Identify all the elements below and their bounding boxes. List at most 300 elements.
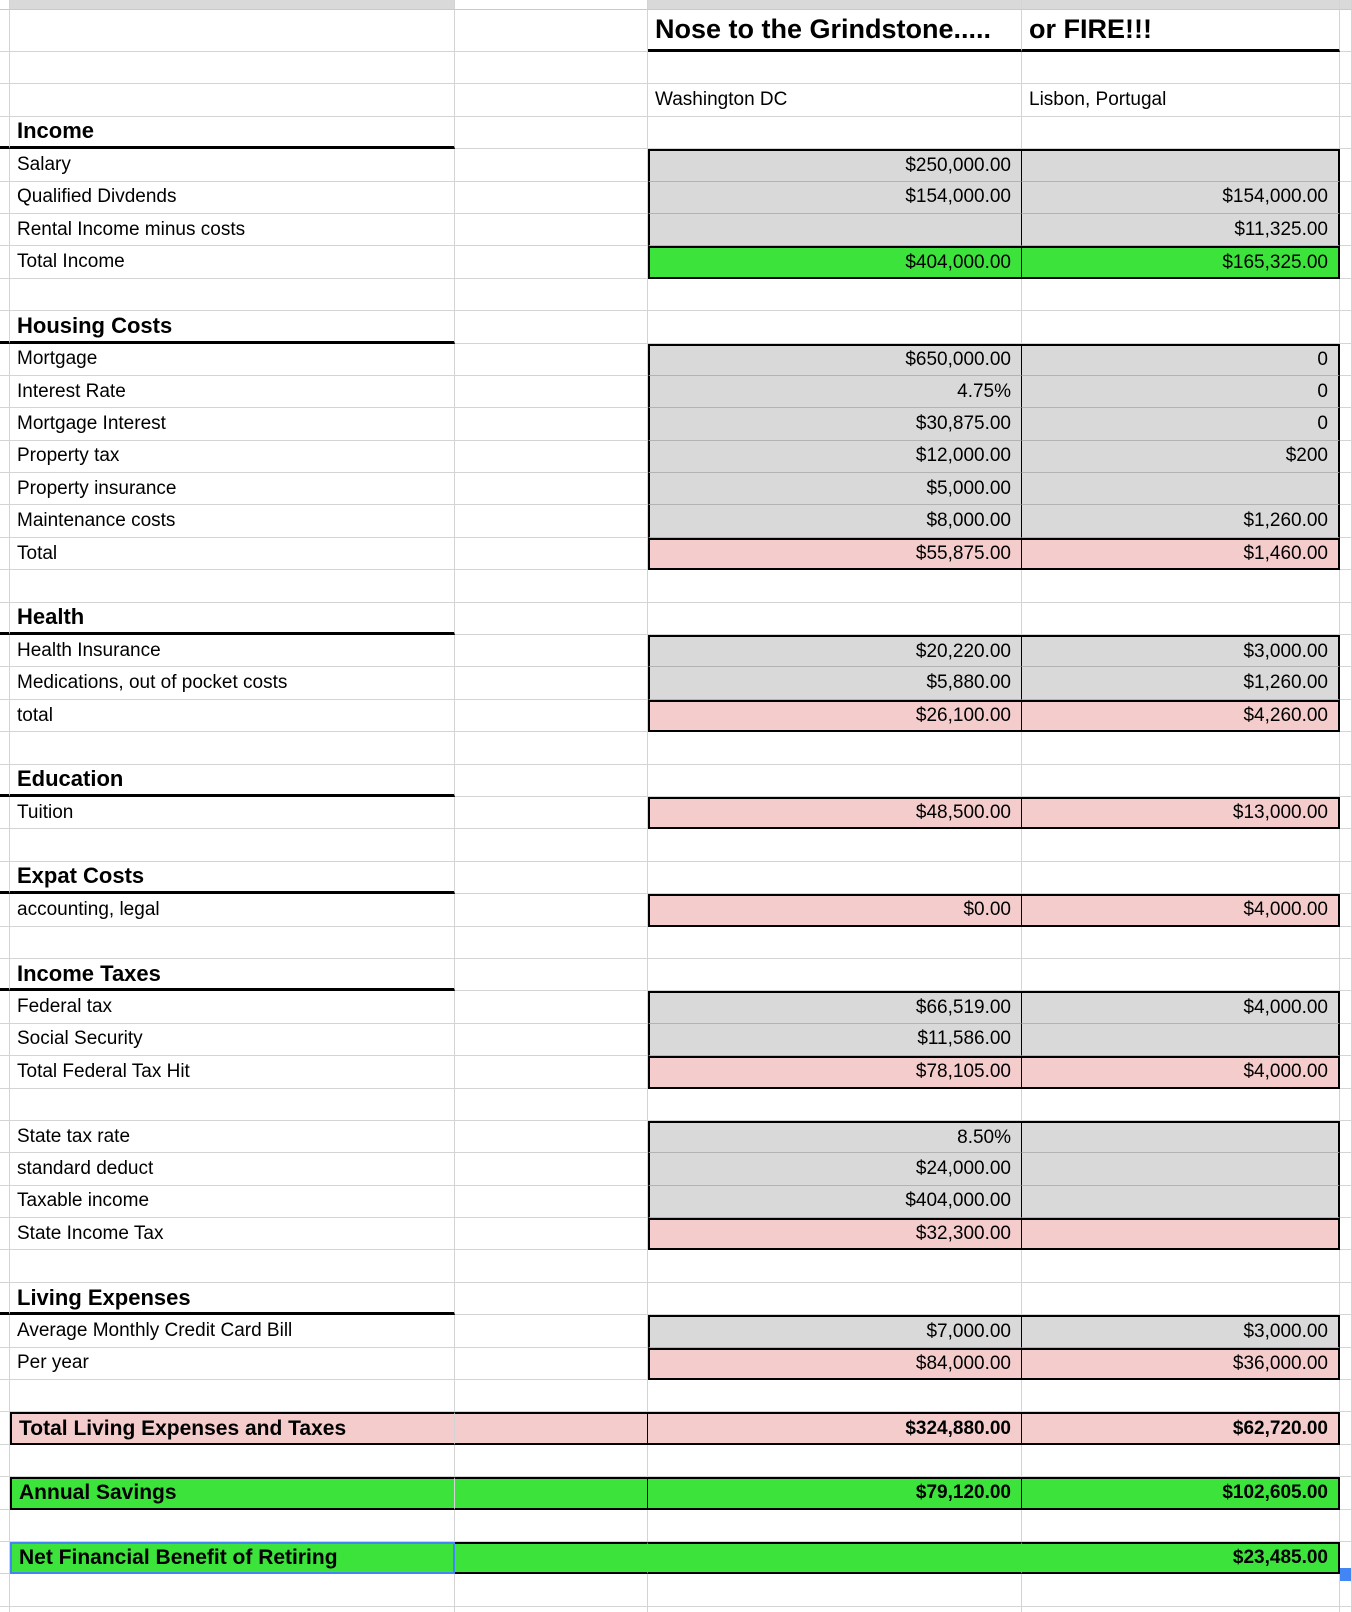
cell-b[interactable] — [455, 182, 648, 214]
cell-e[interactable] — [1340, 1380, 1352, 1412]
row-label[interactable]: standard deduct — [10, 1153, 455, 1185]
cell-d[interactable] — [1022, 862, 1340, 894]
cell-dc-value[interactable]: $32,300.00 — [648, 1218, 1022, 1250]
cell-dc-value[interactable]: $650,000.00 — [648, 344, 1022, 376]
cell-lisbon-value[interactable]: $165,325.00 — [1022, 246, 1340, 278]
cell-lisbon-value[interactable] — [1022, 1153, 1340, 1185]
cell-c[interactable] — [648, 1445, 1022, 1477]
cell-d[interactable] — [1022, 959, 1340, 991]
cell-a[interactable] — [10, 570, 455, 602]
cell-dc-value[interactable]: $5,880.00 — [648, 667, 1022, 699]
cell-c[interactable] — [648, 927, 1022, 959]
cell-e[interactable] — [1340, 797, 1352, 829]
col-sliver-cell[interactable] — [0, 1056, 10, 1088]
cell-b[interactable] — [455, 1186, 648, 1218]
cell-dc-value[interactable]: $404,000.00 — [648, 1186, 1022, 1218]
col-sliver-cell[interactable] — [0, 376, 10, 408]
cell-e[interactable] — [1340, 376, 1352, 408]
col-sliver-cell[interactable] — [0, 1121, 10, 1153]
scenario-title-right[interactable]: or FIRE!!! — [1022, 10, 1340, 52]
cell-d[interactable] — [1022, 927, 1340, 959]
col-sliver-cell[interactable] — [0, 862, 10, 894]
cell-e[interactable] — [1340, 959, 1352, 991]
row-label[interactable]: Property tax — [10, 441, 455, 473]
cell-b[interactable] — [455, 1315, 648, 1347]
col-sliver-cell[interactable] — [0, 829, 10, 861]
cell-c[interactable] — [648, 959, 1022, 991]
city-right[interactable]: Lisbon, Portugal — [1022, 84, 1340, 116]
cell-a[interactable] — [10, 1250, 455, 1282]
row-label[interactable]: accounting, legal — [10, 894, 455, 926]
cell-e[interactable] — [1340, 894, 1352, 926]
cell-e[interactable] — [1340, 311, 1352, 343]
col-sliver-cell[interactable] — [0, 1024, 10, 1056]
row-label[interactable]: Maintenance costs — [10, 505, 455, 537]
cell-d[interactable] — [1022, 117, 1340, 149]
cell-a[interactable] — [10, 1510, 455, 1542]
cell-dc-value[interactable]: $154,000.00 — [648, 182, 1022, 214]
cell-b[interactable] — [455, 765, 648, 797]
row-label[interactable]: Tuition — [10, 797, 455, 829]
cell-b[interactable] — [455, 829, 648, 861]
cell-b[interactable] — [455, 1477, 648, 1509]
row-label[interactable]: Property insurance — [10, 473, 455, 505]
cell-lisbon-value[interactable]: $200 — [1022, 441, 1340, 473]
cell-lisbon-value[interactable]: $154,000.00 — [1022, 182, 1340, 214]
cell-b[interactable] — [455, 894, 648, 926]
col-sliver-cell[interactable] — [0, 1315, 10, 1347]
col-sliver-cell[interactable] — [0, 603, 10, 635]
cell-lisbon-value[interactable]: 0 — [1022, 376, 1340, 408]
cell-b[interactable] — [455, 1283, 648, 1315]
col-sliver-cell[interactable] — [0, 1348, 10, 1380]
cell-b[interactable] — [455, 10, 648, 52]
cell-d[interactable] — [1022, 570, 1340, 602]
col-sliver-cell[interactable] — [0, 408, 10, 440]
scenario-title-left[interactable]: Nose to the Grindstone..... — [648, 10, 1022, 52]
row-label[interactable]: Qualified Divdends — [10, 182, 455, 214]
col-sliver-cell[interactable] — [0, 344, 10, 376]
cell-dc-value[interactable]: $26,100.00 — [648, 700, 1022, 732]
col-sliver-cell[interactable] — [0, 1510, 10, 1542]
cell-d[interactable] — [1022, 52, 1340, 84]
col-sliver-cell[interactable] — [0, 246, 10, 278]
cell-b[interactable] — [455, 1024, 648, 1056]
cell-b[interactable] — [455, 376, 648, 408]
cell-d[interactable] — [1022, 1445, 1340, 1477]
cell-d[interactable] — [1022, 0, 1340, 10]
cell-b[interactable] — [455, 1056, 648, 1088]
row-label[interactable]: Average Monthly Credit Card Bill — [10, 1315, 455, 1347]
cell-a[interactable] — [10, 52, 455, 84]
cell-e[interactable] — [1340, 10, 1352, 52]
cell-lisbon-value[interactable]: $102,605.00 — [1022, 1477, 1340, 1509]
col-sliver-cell[interactable] — [0, 149, 10, 181]
cell-lisbon-value[interactable]: $23,485.00 — [1022, 1542, 1340, 1574]
col-sliver-cell[interactable] — [0, 765, 10, 797]
section-header[interactable]: Housing Costs — [10, 311, 455, 343]
cell-d[interactable] — [1022, 732, 1340, 764]
cell-b[interactable] — [455, 441, 648, 473]
cell-a[interactable] — [10, 1380, 455, 1412]
col-sliver-cell[interactable] — [0, 959, 10, 991]
cell-e[interactable] — [1340, 732, 1352, 764]
col-sliver-cell[interactable] — [0, 667, 10, 699]
row-label[interactable]: Interest Rate — [10, 376, 455, 408]
cell-dc-value[interactable] — [648, 1542, 1022, 1574]
cell-e[interactable] — [1340, 473, 1352, 505]
cell-b[interactable] — [455, 603, 648, 635]
cell-lisbon-value[interactable]: $1,460.00 — [1022, 538, 1340, 570]
cell-a[interactable] — [10, 10, 455, 52]
col-sliver-cell[interactable] — [0, 570, 10, 602]
row-label[interactable]: Salary — [10, 149, 455, 181]
col-sliver-cell[interactable] — [0, 1607, 10, 1612]
cell-e[interactable] — [1340, 603, 1352, 635]
cell-e[interactable] — [1340, 84, 1352, 116]
section-header[interactable]: Expat Costs — [10, 862, 455, 894]
cell-lisbon-value[interactable] — [1022, 1218, 1340, 1250]
col-sliver-cell[interactable] — [0, 797, 10, 829]
cell-lisbon-value[interactable]: 0 — [1022, 344, 1340, 376]
cell-b[interactable] — [455, 700, 648, 732]
cell-dc-value[interactable]: $78,105.00 — [648, 1056, 1022, 1088]
col-sliver-cell[interactable] — [0, 1089, 10, 1121]
cell-dc-value[interactable]: $55,875.00 — [648, 538, 1022, 570]
cell-e[interactable] — [1340, 765, 1352, 797]
cell-lisbon-value[interactable]: $4,000.00 — [1022, 991, 1340, 1023]
cell-d[interactable] — [1022, 765, 1340, 797]
cell-a[interactable] — [10, 1445, 455, 1477]
cell-c[interactable] — [648, 1250, 1022, 1282]
cell-lisbon-value[interactable] — [1022, 1024, 1340, 1056]
cell-dc-value[interactable]: $30,875.00 — [648, 408, 1022, 440]
cell-d[interactable] — [1022, 603, 1340, 635]
cell-d[interactable] — [1022, 1250, 1340, 1282]
cell-c[interactable] — [648, 1574, 1022, 1606]
cell-e[interactable] — [1340, 505, 1352, 537]
cell-e[interactable] — [1340, 149, 1352, 181]
cell-b[interactable] — [455, 732, 648, 764]
cell-d[interactable] — [1022, 1283, 1340, 1315]
cell-b[interactable] — [455, 991, 648, 1023]
col-sliver-cell[interactable] — [0, 505, 10, 537]
cell-dc-value[interactable] — [648, 214, 1022, 246]
cell-b[interactable] — [455, 52, 648, 84]
col-sliver-cell[interactable] — [0, 538, 10, 570]
cell-e[interactable] — [1340, 538, 1352, 570]
row-label[interactable]: State Income Tax — [10, 1218, 455, 1250]
row-label[interactable]: Per year — [10, 1348, 455, 1380]
col-sliver-cell[interactable] — [0, 84, 10, 116]
cell-a[interactable] — [10, 927, 455, 959]
cell-e[interactable] — [1340, 279, 1352, 311]
cell-d[interactable] — [1022, 1380, 1340, 1412]
cell-c[interactable] — [648, 1283, 1022, 1315]
cell-b[interactable] — [455, 117, 648, 149]
cell-dc-value[interactable]: $7,000.00 — [648, 1315, 1022, 1347]
cell-dc-value[interactable]: $5,000.00 — [648, 473, 1022, 505]
cell-dc-value[interactable]: $404,000.00 — [648, 246, 1022, 278]
cell-c[interactable] — [648, 862, 1022, 894]
row-label[interactable]: Total Income — [10, 246, 455, 278]
cell-a[interactable] — [10, 829, 455, 861]
fill-handle[interactable] — [1340, 1568, 1351, 1581]
selected-cell[interactable]: Net Financial Benefit of Retiring — [10, 1542, 455, 1574]
col-sliver-cell[interactable] — [0, 1283, 10, 1315]
cell-a[interactable] — [10, 732, 455, 764]
col-sliver-cell[interactable] — [0, 10, 10, 52]
cell-e[interactable] — [1340, 1283, 1352, 1315]
section-header[interactable]: Income — [10, 117, 455, 149]
col-sliver-cell[interactable] — [0, 1412, 10, 1444]
cell-b[interactable] — [455, 1218, 648, 1250]
col-sliver-cell[interactable] — [0, 927, 10, 959]
cell-lisbon-value[interactable] — [1022, 149, 1340, 181]
cell-e[interactable] — [1340, 635, 1352, 667]
col-sliver-cell[interactable] — [0, 0, 10, 10]
cell-d[interactable] — [1022, 311, 1340, 343]
cell-e[interactable] — [1340, 991, 1352, 1023]
col-sliver-cell[interactable] — [0, 52, 10, 84]
cell-a[interactable] — [10, 1089, 455, 1121]
cell-c[interactable] — [648, 1089, 1022, 1121]
row-label[interactable]: Federal tax — [10, 991, 455, 1023]
cell-e[interactable] — [1340, 117, 1352, 149]
cell-lisbon-value[interactable]: $4,000.00 — [1022, 1056, 1340, 1088]
cell-e[interactable] — [1340, 1089, 1352, 1121]
cell-c[interactable] — [648, 603, 1022, 635]
cell-e[interactable] — [1340, 441, 1352, 473]
cell-c[interactable] — [648, 0, 1022, 10]
cell-e[interactable] — [1340, 862, 1352, 894]
cell-lisbon-value[interactable]: $62,720.00 — [1022, 1412, 1340, 1444]
cell-e[interactable] — [1340, 1445, 1352, 1477]
cell-e[interactable] — [1340, 1218, 1352, 1250]
cell-e[interactable] — [1340, 246, 1352, 278]
cell-c[interactable] — [648, 765, 1022, 797]
col-sliver-cell[interactable] — [0, 1477, 10, 1509]
row-label[interactable]: Taxable income — [10, 1186, 455, 1218]
row-label[interactable]: total — [10, 700, 455, 732]
cell-b[interactable] — [455, 149, 648, 181]
col-sliver-cell[interactable] — [0, 1574, 10, 1606]
section-header[interactable]: Health — [10, 603, 455, 635]
cell-b[interactable] — [455, 1121, 648, 1153]
cell-e[interactable] — [1340, 344, 1352, 376]
cell-b[interactable] — [455, 1445, 648, 1477]
col-sliver-cell[interactable] — [0, 182, 10, 214]
section-header[interactable]: Education — [10, 765, 455, 797]
cell-e[interactable] — [1340, 1477, 1352, 1509]
cell-b[interactable] — [455, 311, 648, 343]
cell-e[interactable] — [1340, 1412, 1352, 1444]
cell-e[interactable] — [1340, 927, 1352, 959]
row-label[interactable]: Total — [10, 538, 455, 570]
col-sliver-cell[interactable] — [0, 1445, 10, 1477]
col-sliver-cell[interactable] — [0, 1218, 10, 1250]
cell-lisbon-value[interactable]: $1,260.00 — [1022, 667, 1340, 699]
col-sliver-cell[interactable] — [0, 311, 10, 343]
cell-c[interactable] — [648, 279, 1022, 311]
cell-b[interactable] — [455, 0, 648, 10]
cell-b[interactable] — [455, 1542, 648, 1574]
col-sliver-cell[interactable] — [0, 1153, 10, 1185]
cell-dc-value[interactable]: $12,000.00 — [648, 441, 1022, 473]
cell-d[interactable] — [1022, 1089, 1340, 1121]
cell-a[interactable] — [10, 279, 455, 311]
cell-dc-value[interactable]: $0.00 — [648, 894, 1022, 926]
cell-e[interactable] — [1340, 1250, 1352, 1282]
col-sliver-cell[interactable] — [0, 441, 10, 473]
col-sliver-cell[interactable] — [0, 1186, 10, 1218]
cell-b[interactable] — [455, 408, 648, 440]
cell-e[interactable] — [1340, 1348, 1352, 1380]
cell-dc-value[interactable]: $11,586.00 — [648, 1024, 1022, 1056]
city-left[interactable]: Washington DC — [648, 84, 1022, 116]
cell-e[interactable] — [1340, 1153, 1352, 1185]
cell-a[interactable] — [10, 0, 455, 10]
cell-c[interactable] — [648, 829, 1022, 861]
cell-c[interactable] — [648, 52, 1022, 84]
cell-e[interactable] — [1340, 1315, 1352, 1347]
cell-e[interactable] — [1340, 182, 1352, 214]
cell-b[interactable] — [455, 344, 648, 376]
cell-lisbon-value[interactable]: $4,000.00 — [1022, 894, 1340, 926]
cell-d[interactable] — [1022, 279, 1340, 311]
cell-c[interactable] — [648, 1607, 1022, 1612]
cell-c[interactable] — [648, 1380, 1022, 1412]
cell-b[interactable] — [455, 862, 648, 894]
cell-lisbon-value[interactable]: $13,000.00 — [1022, 797, 1340, 829]
cell-c[interactable] — [648, 117, 1022, 149]
cell-b[interactable] — [455, 1380, 648, 1412]
cell-lisbon-value[interactable] — [1022, 473, 1340, 505]
col-sliver-cell[interactable] — [0, 700, 10, 732]
cell-d[interactable] — [1022, 1574, 1340, 1606]
section-header[interactable]: Living Expenses — [10, 1283, 455, 1315]
row-label[interactable]: Rental Income minus costs — [10, 214, 455, 246]
cell-e[interactable] — [1340, 1121, 1352, 1153]
cell-b[interactable] — [455, 279, 648, 311]
cell-c[interactable] — [648, 311, 1022, 343]
cell-e[interactable] — [1340, 52, 1352, 84]
cell-lisbon-value[interactable]: $3,000.00 — [1022, 1315, 1340, 1347]
cell-dc-value[interactable]: $250,000.00 — [648, 149, 1022, 181]
cell-b[interactable] — [455, 246, 648, 278]
cell-e[interactable] — [1340, 1024, 1352, 1056]
cell-e[interactable] — [1340, 700, 1352, 732]
cell-lisbon-value[interactable]: $36,000.00 — [1022, 1348, 1340, 1380]
cell-c[interactable] — [648, 732, 1022, 764]
cell-b[interactable] — [455, 1607, 648, 1612]
row-label[interactable]: State tax rate — [10, 1121, 455, 1153]
cell-e[interactable] — [1340, 1056, 1352, 1088]
cell-b[interactable] — [455, 1153, 648, 1185]
cell-b[interactable] — [455, 1574, 648, 1606]
cell-b[interactable] — [455, 797, 648, 829]
cell-b[interactable] — [455, 473, 648, 505]
row-label[interactable]: Medications, out of pocket costs — [10, 667, 455, 699]
cell-d[interactable] — [1022, 1510, 1340, 1542]
row-label[interactable]: Social Security — [10, 1024, 455, 1056]
cell-a[interactable] — [10, 1574, 455, 1606]
cell-a[interactable] — [10, 1607, 455, 1612]
cell-dc-value[interactable]: $8,000.00 — [648, 505, 1022, 537]
cell-e[interactable] — [1340, 0, 1352, 10]
cell-e[interactable] — [1340, 408, 1352, 440]
cell-b[interactable] — [455, 570, 648, 602]
cell-lisbon-value[interactable]: $3,000.00 — [1022, 635, 1340, 667]
cell-e[interactable] — [1340, 1186, 1352, 1218]
row-label[interactable]: Mortgage — [10, 344, 455, 376]
col-sliver-cell[interactable] — [0, 1542, 10, 1574]
cell-c[interactable] — [648, 570, 1022, 602]
cell-dc-value[interactable]: $48,500.00 — [648, 797, 1022, 829]
cell-b[interactable] — [455, 1412, 648, 1444]
cell-b[interactable] — [455, 667, 648, 699]
cell-b[interactable] — [455, 635, 648, 667]
cell-e[interactable] — [1340, 1510, 1352, 1542]
cell-b[interactable] — [455, 1348, 648, 1380]
col-sliver-cell[interactable] — [0, 1380, 10, 1412]
col-sliver-cell[interactable] — [0, 732, 10, 764]
cell-b[interactable] — [455, 84, 648, 116]
cell-b[interactable] — [455, 214, 648, 246]
col-sliver-cell[interactable] — [0, 991, 10, 1023]
col-sliver-cell[interactable] — [0, 279, 10, 311]
cell-dc-value[interactable]: $20,220.00 — [648, 635, 1022, 667]
cell-b[interactable] — [455, 927, 648, 959]
cell-e[interactable] — [1340, 667, 1352, 699]
cell-dc-value[interactable]: $24,000.00 — [648, 1153, 1022, 1185]
cell-d[interactable] — [1022, 1607, 1340, 1612]
cell-a[interactable] — [10, 84, 455, 116]
cell-e[interactable] — [1340, 1607, 1352, 1612]
cell-b[interactable] — [455, 959, 648, 991]
cell-lisbon-value[interactable]: $1,260.00 — [1022, 505, 1340, 537]
cell-dc-value[interactable]: 8.50% — [648, 1121, 1022, 1153]
row-label[interactable]: Health Insurance — [10, 635, 455, 667]
cell-c[interactable] — [648, 1510, 1022, 1542]
cell-dc-value[interactable]: $84,000.00 — [648, 1348, 1022, 1380]
cell-lisbon-value[interactable] — [1022, 1186, 1340, 1218]
section-header[interactable]: Income Taxes — [10, 959, 455, 991]
cell-b[interactable] — [455, 1250, 648, 1282]
row-label[interactable]: Total Federal Tax Hit — [10, 1056, 455, 1088]
cell-b[interactable] — [455, 1510, 648, 1542]
cell-b[interactable] — [455, 538, 648, 570]
col-sliver-cell[interactable] — [0, 635, 10, 667]
col-sliver-cell[interactable] — [0, 894, 10, 926]
row-label[interactable]: Total Living Expenses and Taxes — [10, 1412, 455, 1444]
cell-dc-value[interactable]: $66,519.00 — [648, 991, 1022, 1023]
cell-b[interactable] — [455, 1089, 648, 1121]
cell-e[interactable] — [1340, 214, 1352, 246]
cell-dc-value[interactable]: 4.75% — [648, 376, 1022, 408]
cell-b[interactable] — [455, 505, 648, 537]
col-sliver-cell[interactable] — [0, 117, 10, 149]
row-label[interactable]: Annual Savings — [10, 1477, 455, 1509]
col-sliver-cell[interactable] — [0, 214, 10, 246]
cell-e[interactable] — [1340, 829, 1352, 861]
cell-lisbon-value[interactable] — [1022, 1121, 1340, 1153]
col-sliver-cell[interactable] — [0, 473, 10, 505]
cell-lisbon-value[interactable]: $4,260.00 — [1022, 700, 1340, 732]
cell-lisbon-value[interactable]: $11,325.00 — [1022, 214, 1340, 246]
cell-d[interactable] — [1022, 829, 1340, 861]
cell-dc-value[interactable]: $324,880.00 — [648, 1412, 1022, 1444]
